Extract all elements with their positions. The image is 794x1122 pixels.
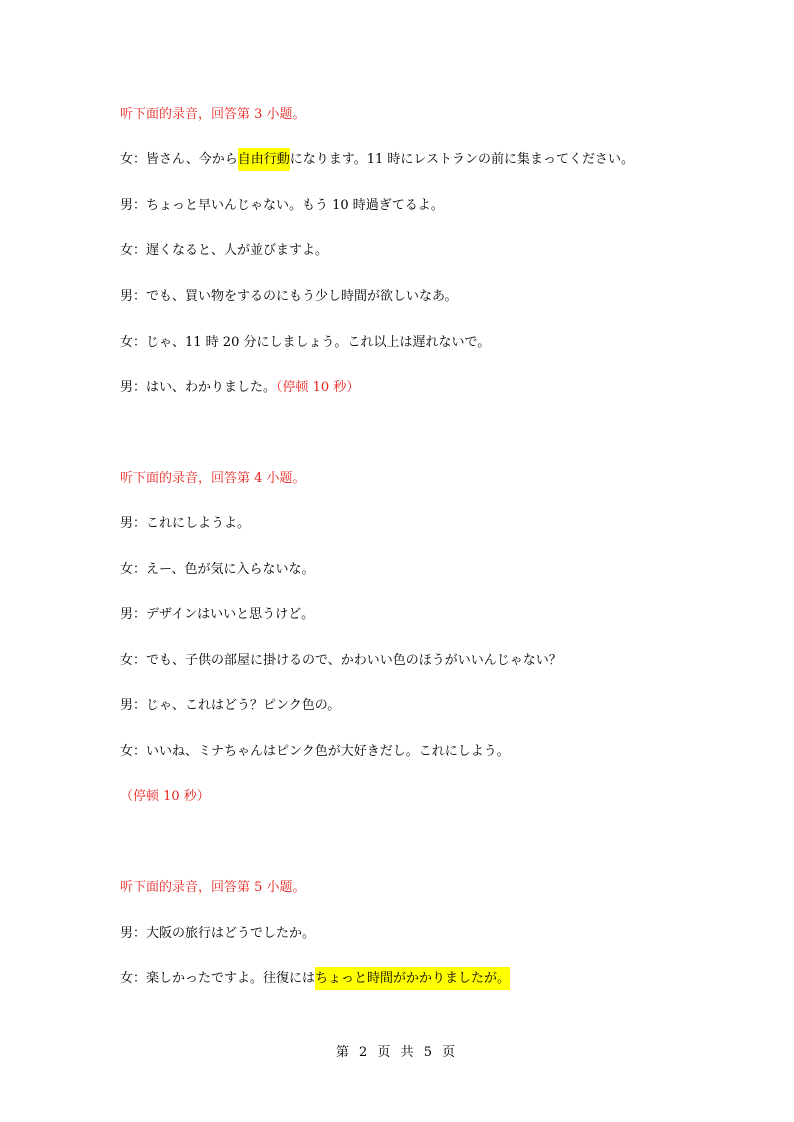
- pause-note: （停顿 10 秒）: [120, 789, 210, 804]
- highlighted-text: ちょっと時間がかかりましたが。: [315, 967, 510, 990]
- dialogue-text: 女：皆さん、今から: [120, 152, 238, 167]
- dialogue-line: 女：じゃ、11 時 20 分にしましょう。これ以上は遅れないで。: [120, 335, 491, 350]
- dialogue-line: 男：大阪の旅行はどうでしたか。: [120, 926, 316, 941]
- section-5-heading: 听下面的录音，回答第 5 小题。: [120, 880, 306, 895]
- dialogue-text: 男：はい、わかりました。: [120, 380, 277, 395]
- pause-note: （停顿 10 秒）: [276, 380, 360, 395]
- section-4-heading: 听下面的录音，回答第 4 小题。: [120, 471, 306, 486]
- dialogue-line: 女：いいね、ミナちゃんはピンク色が大好きだし。これにしよう。: [120, 744, 510, 759]
- dialogue-line: 男：でも、買い物をするのにもう少し時間が欲しいなあ。: [120, 289, 458, 304]
- dialogue-line: 男：デザインはいいと思うけど。: [120, 607, 315, 622]
- dialogue-text: になります。11 時にレストランの前に集まってください。: [289, 152, 635, 167]
- dialogue-line: 女：遅くなると、人が並びますよ。: [120, 243, 329, 258]
- dialogue-line: 男：これにしようよ。: [120, 516, 251, 531]
- page-number-footer: 第 2 页 共 5 页: [335, 1045, 459, 1060]
- dialogue-line: 男：ちょっと早いんじゃない。もう 10 時過ぎてるよ。: [120, 198, 444, 213]
- dialogue-line: [120, 970, 510, 988]
- dialogue-line: 女：でも、子供の部屋に掛けるので、かわいい色のほうがいいんじゃない？: [120, 653, 562, 668]
- highlighted-text: 自由行動: [238, 148, 290, 171]
- dialogue-line: [120, 151, 634, 169]
- dialogue-line: 男：じゃ、これはどう？ピンク色の。: [120, 698, 341, 713]
- dialogue-text: 女：楽しかったですよ。往復には: [120, 971, 316, 986]
- dialogue-line: 女：えー、色が気に入らないな。: [120, 562, 315, 577]
- section-3-heading: 听下面的录音，回答第 3 小题。: [120, 107, 306, 122]
- dialogue-line: [120, 379, 359, 397]
